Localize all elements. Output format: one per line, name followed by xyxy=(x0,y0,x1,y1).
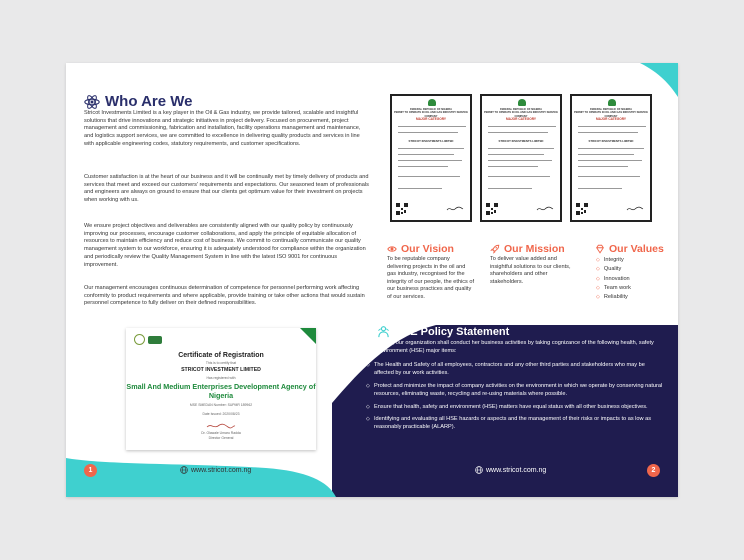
permit-header: FEDERAL REPUBLIC OF NIGERIA PERMIT TO OPERATE IN OIL AND GAS INDUSTRY SERVICE COMPANY xyxy=(574,108,648,118)
hse-shield-icon xyxy=(377,325,390,338)
hse-title: HSE Policy Statement xyxy=(395,325,510,338)
diamond-icon xyxy=(595,244,605,254)
certificate-agency: Small And Medium Enterprises Development Agency of Nigeria xyxy=(126,382,316,400)
website-footer-left[interactable] xyxy=(180,466,251,474)
value-item: ◇ Team work xyxy=(596,284,631,293)
teal-corner-shape xyxy=(640,63,678,97)
mission-heading xyxy=(490,243,565,255)
coat-of-arms-icon xyxy=(518,99,526,106)
mission-text: To deliver value added and insightful solutions to our clients, shareholders and other stakeholders. xyxy=(490,256,571,285)
text-line xyxy=(398,166,448,167)
website-url: www.stricot.com.ng xyxy=(191,466,252,474)
hse-item: ◇ Identifying and evaluating all HSE hazards or aspects and the management of their risks or impacts to as low as reasonably practicable (ALARP). xyxy=(366,415,664,432)
website-url: www.stricot.com.ng xyxy=(486,466,547,474)
text-line xyxy=(488,166,538,167)
smedan-logo xyxy=(148,336,162,344)
permit-header: FEDERAL REPUBLIC OF NIGERIA PERMIT TO OPERATE IN OIL AND GAS INDUSTRY SERVICE COMPANY xyxy=(484,108,558,118)
text-line xyxy=(488,154,544,155)
permit-certificate xyxy=(480,94,562,222)
text-line xyxy=(578,176,640,177)
text-line xyxy=(578,126,646,127)
atom-icon xyxy=(84,94,100,110)
text-line xyxy=(398,176,460,177)
text-line xyxy=(398,188,442,189)
hse-intro: As a policy, our organization shall conduct her business activities by taking cognizance of the following health, safety and environment (HSE) major items: xyxy=(366,340,654,355)
signatory-name: Dr. Olawale Umaru Radda xyxy=(201,431,241,435)
value-item: ◇ Reliability xyxy=(596,293,631,302)
text-line xyxy=(398,148,464,149)
certificate-title: Certificate of Registration xyxy=(178,352,264,359)
qr-code-icon xyxy=(486,203,498,215)
values-list xyxy=(596,256,631,302)
page-title: Who Are We xyxy=(105,93,193,110)
signature-image xyxy=(536,206,554,212)
text-line xyxy=(578,166,628,167)
text-line xyxy=(488,176,550,177)
values-heading xyxy=(595,243,664,255)
customer-paragraph: Customer satisfaction is at the heart of our business and it will be continually met by timely delivery of products and services that meet and exceed our customers' requirements and expectations. Our seasoned team of professionals and engineers are always on ground to ensure that our clients get optimum value for their investment on projects when working with us. xyxy=(84,174,369,204)
hse-item: ◇ Protect and minimize the impact of company activities on the environment in which we operate by conserving natural resources, eliminating waste, recycling and re-using materials where possible. xyxy=(366,382,664,399)
text-line xyxy=(488,188,532,189)
hse-item: ◇ The Health and Safety of all employees, contractors and any other third parties and stakeholders who may be affected by our work activities. xyxy=(366,361,664,378)
value-item: ◇ Quality xyxy=(596,265,631,274)
text-line xyxy=(488,132,548,133)
competence-paragraph: Our management encourages continuous determination of competence for personnel performing work affecting conformity to product requirements and where applicable, provide training or take other actions that would sustain personnel competence to fully deliver on their defined responsibilities. xyxy=(84,285,365,307)
page-number-left: 1 xyxy=(84,464,97,477)
values-title: Our Values xyxy=(609,243,664,255)
green-corner-decoration xyxy=(300,328,316,344)
signature-image xyxy=(206,423,236,429)
hse-heading xyxy=(377,325,509,338)
hse-list xyxy=(366,361,664,436)
quality-paragraph: We ensure project objectives and deliverables are consistently aligned with our quality policy by continuously improving our processes, encourage customer collaborations, and apply the principle of equitable allocation of resources to maintain efficiency and reduce cost of business. We commit to continually communicate our quality management system to our workforce, ensuring it is adequately understood for compliance within the organization and periodically review the Quality Management System in line with the latest ISO 9001 for continuous improvement. xyxy=(84,223,366,268)
eye-icon xyxy=(387,244,397,254)
page-number-right: 2 xyxy=(647,464,660,477)
text-line xyxy=(488,160,552,161)
coat-of-arms-icon xyxy=(428,99,436,106)
hse-item: ◇ Ensure that health, safety and environment (HSE) matters have equal status with all other business objectives. xyxy=(366,403,664,411)
signature-image xyxy=(626,206,644,212)
who-are-we-heading xyxy=(84,93,193,110)
globe-icon xyxy=(180,466,188,474)
globe-icon xyxy=(475,466,483,474)
signature-image xyxy=(446,206,464,212)
certificate-logos xyxy=(134,334,162,345)
brochure-spread xyxy=(66,63,678,497)
text-line xyxy=(398,154,454,155)
certify-line: This is to certify that xyxy=(205,361,237,365)
text-line xyxy=(398,132,458,133)
coat-of-arms-icon xyxy=(134,334,145,345)
vision-heading xyxy=(387,243,454,255)
rocket-icon xyxy=(490,244,500,254)
text-line xyxy=(578,132,638,133)
coat-of-arms-icon xyxy=(608,99,616,106)
text-line xyxy=(578,154,634,155)
permit-company: STRICOT INVESTMENTS LIMITED xyxy=(408,139,454,143)
vision-title: Our Vision xyxy=(401,243,454,255)
website-footer-right[interactable] xyxy=(475,466,546,474)
text-line xyxy=(398,126,466,127)
permit-category: MAJOR CATEGORY xyxy=(505,117,537,121)
text-line xyxy=(578,160,642,161)
registration-number: MSE SMEDAN Number: SUPMR 189962 xyxy=(189,403,253,407)
text-line xyxy=(488,126,556,127)
permit-certificate xyxy=(390,94,472,222)
intro-paragraph: Stricot Investments Limited is a key player in the Oil & Gas industry, we provide tailored, scalable and insightful solutions that drive innovations and strategic initiatives in project delivery. Focused on procurement, project management and commissioning, fabrication and installation, facility operations management and maintenance, and logistics support services, we are committed to excellence in delivering quality products and services in line with applicable engineering codes, statutory requirements, and customer specifications. xyxy=(84,110,361,147)
permit-company: STRICOT INVESTMENTS LIMITED xyxy=(498,139,544,143)
permit-category: MAJOR CATEGORY xyxy=(595,117,627,121)
permit-category: MAJOR CATEGORY xyxy=(415,117,447,121)
text-line xyxy=(578,188,622,189)
qr-code-icon xyxy=(396,203,408,215)
qr-code-icon xyxy=(576,203,588,215)
permit-header: FEDERAL REPUBLIC OF NIGERIA PERMIT TO OPERATE IN OIL AND GAS INDUSTRY SERVICE COMPANY xyxy=(394,108,468,118)
permit-company: STRICOT INVESTMENTS LIMITED xyxy=(588,139,634,143)
registered-with: Has registered with xyxy=(206,376,236,380)
text-line xyxy=(488,148,554,149)
mission-title: Our Mission xyxy=(504,243,565,255)
smedan-certificate xyxy=(126,328,316,450)
text-line xyxy=(578,148,644,149)
permit-certificate xyxy=(570,94,652,222)
value-item: ◇ Innovation xyxy=(596,275,631,284)
signatory-title: Director General xyxy=(208,436,234,440)
vision-text: To be reputable company delivering projects in the oil and gas industry, recognised for the integrity of our people, the ethics of our business practices and quality of our services. xyxy=(387,256,475,300)
value-item: ◇ Integrity xyxy=(596,256,631,265)
certificate-company: STRICOT INVESTMENT LIMITED xyxy=(181,367,261,373)
text-line xyxy=(398,160,462,161)
date-issued: Date Issued: 2020/08/23 xyxy=(202,412,240,416)
